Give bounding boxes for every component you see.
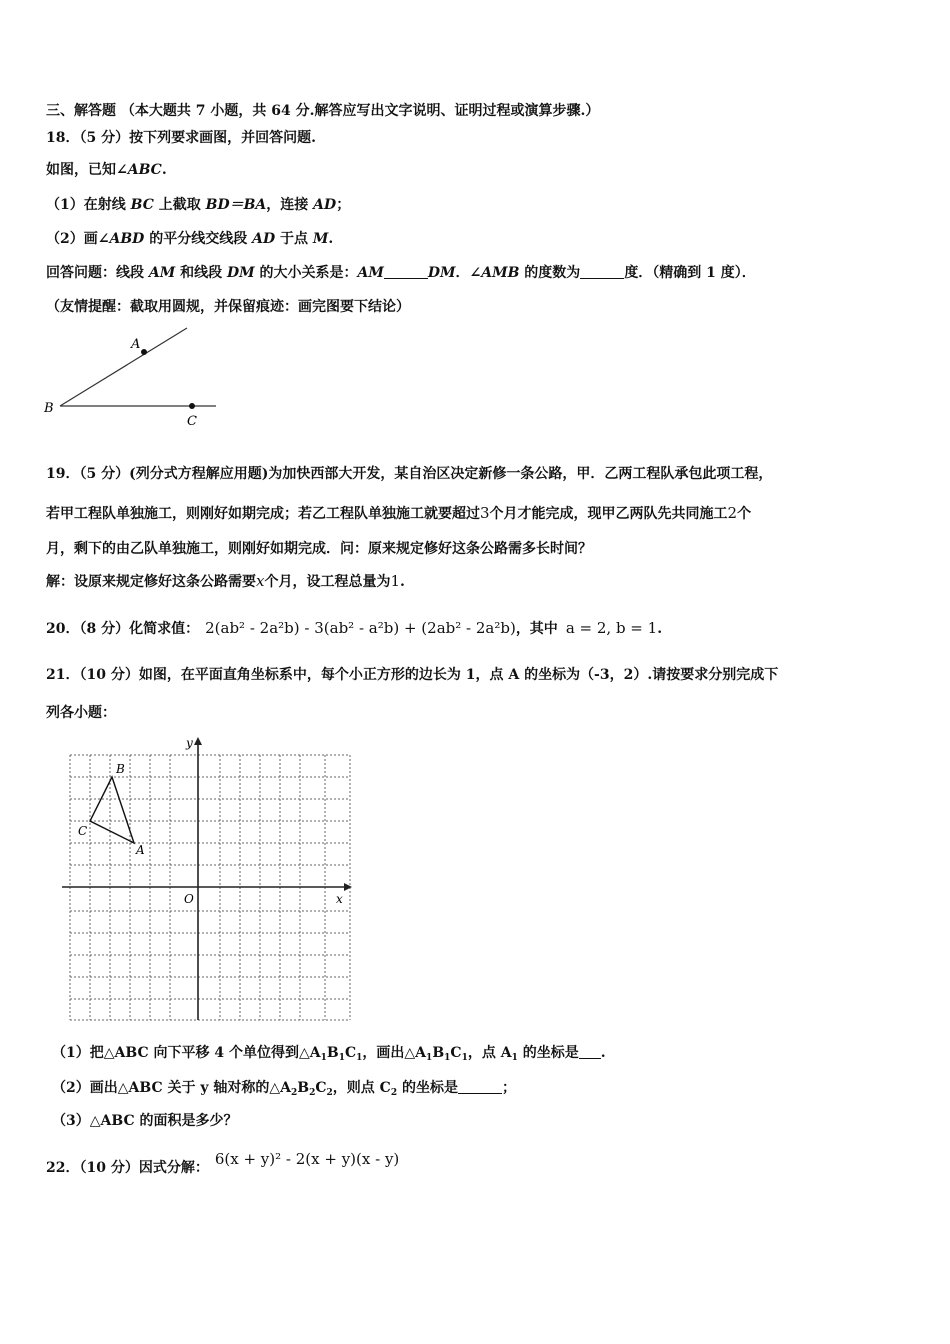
q18-part2: （2）画∠ABD 的平分线交线段 AD 于点 M. <box>46 231 334 247</box>
label-a: A <box>136 843 145 857</box>
label-c: C <box>187 414 197 429</box>
label-a: A <box>131 337 141 352</box>
q18-header: 18．（5 分）按下列要求画图，并回答问题. <box>46 130 316 146</box>
answer-blank[interactable] <box>458 1079 502 1094</box>
label-c: C <box>78 824 88 838</box>
label-y: y <box>186 736 193 750</box>
q22-expression: 6(x + y)² - 2(x + y)(x - y) <box>214 1150 400 1168</box>
y-axis-arrow <box>194 737 202 745</box>
q18-angle-figure <box>40 325 230 430</box>
q21-coordinate-grid <box>60 735 360 1030</box>
q18-answer: 回答问题：线段 AM 和线段 DM 的大小关系是：AM DM．∠AMB 的度数为 度．（精确到 1 度）． <box>46 265 756 281</box>
q21-line2: 列各小题： <box>46 705 116 721</box>
answer-blank[interactable] <box>580 264 624 279</box>
q21-sub3: （3）△ABC 的面积是多少？ <box>52 1113 238 1129</box>
label-b: B <box>116 762 125 776</box>
q19-line4: 解：设原来规定修好这条公路需要x个月，设工程总量为1. <box>46 572 405 590</box>
label-x: x <box>336 892 343 906</box>
q19-line1: 19．（5 分）(列分式方程解应用题)为加快西部大开发，某自治区决定新修一条公路，甲．乙两工程队承包此项工程， <box>46 466 773 482</box>
q18-given: 如图，已知∠ABC. <box>46 162 167 178</box>
q18-tip: （友情提醒：截取用圆规，并保留痕迹：画完图要下结论） <box>46 299 410 315</box>
q21-sub2: （2）画出△ABC 关于 y 轴对称的$\triangle A_2B_2C_2$，则点 $C_2$ 的坐标是 ； <box>52 1080 516 1098</box>
label-o: O <box>184 892 194 906</box>
point-a <box>141 349 147 355</box>
axes <box>62 743 344 1020</box>
x-axis-arrow <box>344 883 352 891</box>
q21-sub1: （1）把△ABC 向下平移 4 个单位得到$\triangle A_1B_1C_1$，画出$\triangle A_1B_1C_1$，点 $A_1$ 的坐标是 . <box>52 1045 606 1063</box>
answer-blank[interactable] <box>384 264 428 279</box>
ray-ba <box>60 328 187 406</box>
q21-line1: 21．（10 分）如图，在平面直角坐标系中，每个小正方形的边长为 1，点 A 的坐标为（-3，2）.请按要求分别完成下 <box>46 667 779 683</box>
q20-expression: 2(ab² - 2a²b) - 3(ab² - a²b) + (2ab² - 2a²b) <box>205 619 516 637</box>
q22: 22．（10 分）因式分解： 6(x + y)² - 2(x + y)(x - y) <box>46 1150 400 1176</box>
section-title: 三、解答题 （本大题共 7 小题，共 64 分.解答应写出文字说明、证明过程或演算步骤.） <box>46 103 600 119</box>
label-b: B <box>44 401 54 416</box>
answer-blank[interactable] <box>579 1044 601 1059</box>
q19-line2: 若甲工程队单独施工，则刚好如期完成；若乙工程队单独施工就要超过3个月才能完成，现甲乙两队先共同施工2个 <box>46 504 752 522</box>
q20-condition: a = 2, b = 1 <box>565 619 658 637</box>
q19-line3: 月，剩下的由乙队单独施工，则刚好如期完成．问：原来规定修好这条公路需多长时间？ <box>46 541 592 557</box>
triangle-abc <box>90 777 134 843</box>
q20: 20．（8 分）化简求值： 2(ab² - 2a²b) - 3(ab² - a²b) + (2ab² - 2a²b)，其中 a = 2, b = 1. <box>46 619 663 637</box>
q18-part1: （1）在射线 BC 上截取 BD＝BA，连接 AD； <box>46 197 351 213</box>
point-c <box>189 403 195 409</box>
